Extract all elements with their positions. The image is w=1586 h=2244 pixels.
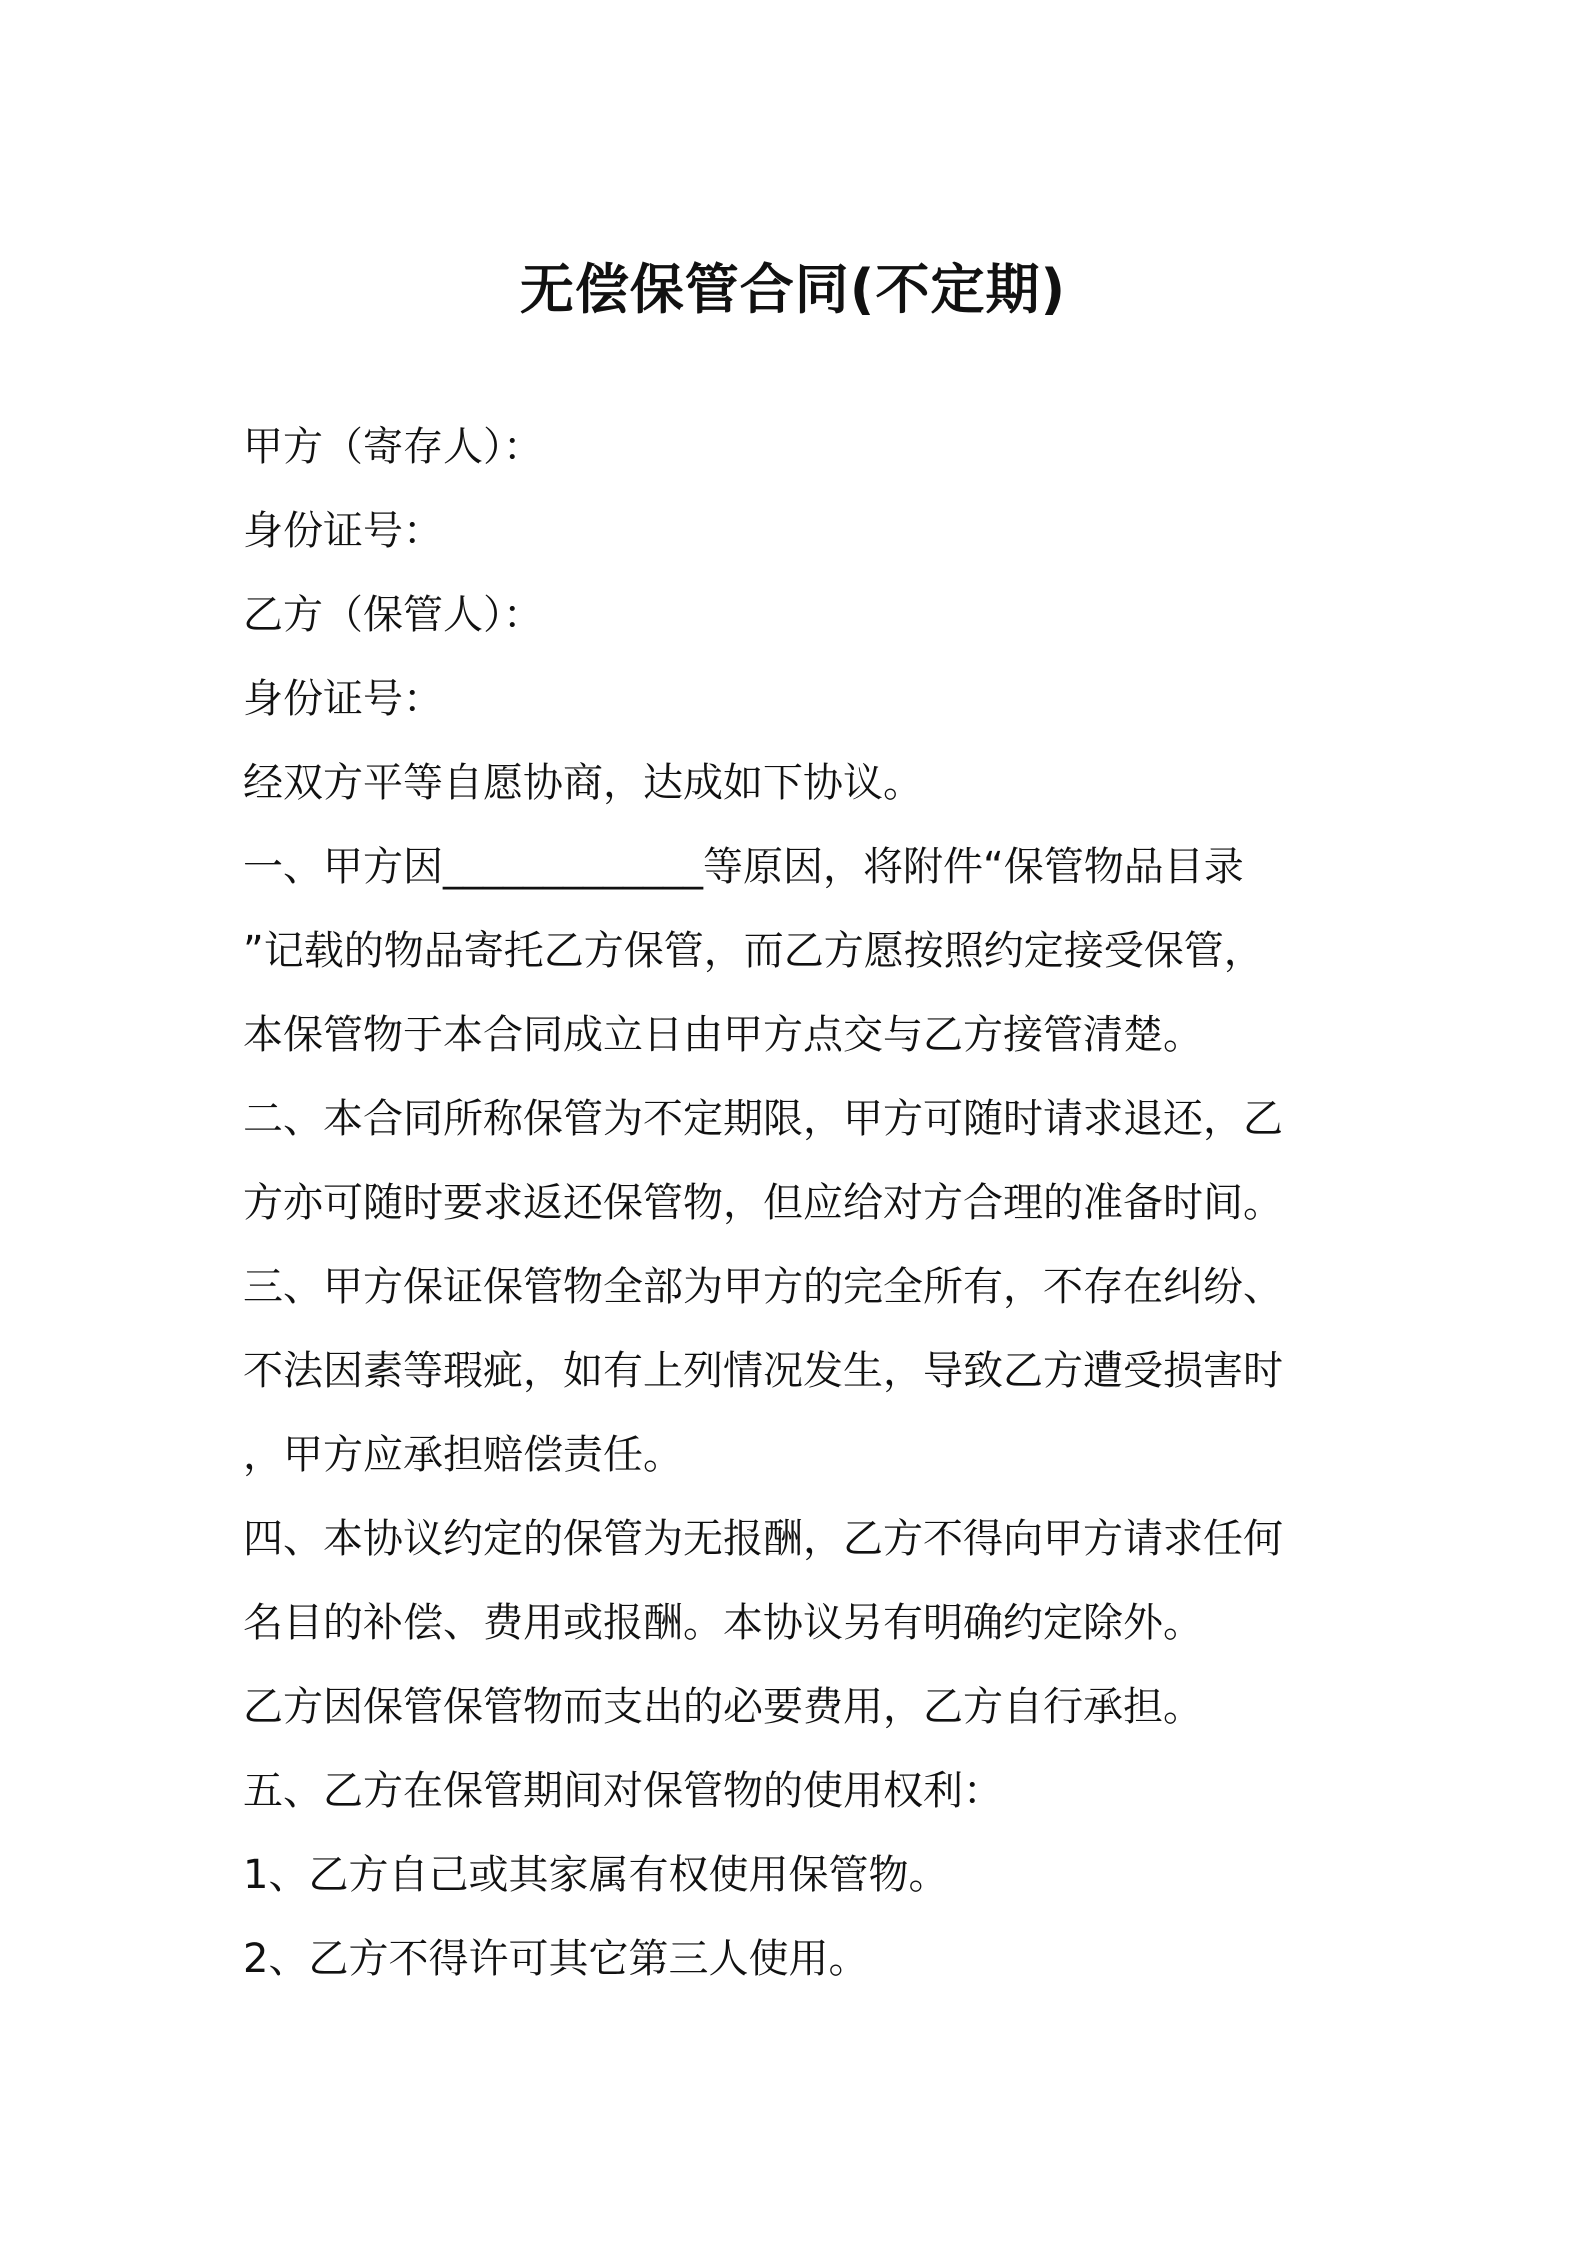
clause-5-item-1: 1、乙方自己或其家属有权使用保管物。 xyxy=(243,1852,949,1898)
clause-3-line-1: 三、甲方保证保管物全部为甲方的完全所有，不存在纠纷、 xyxy=(243,1264,1283,1310)
clause-1-line-2: ”记载的物品寄托乙方保管，而乙方愿按照约定接受保管， xyxy=(243,928,1264,974)
party-b-line: 乙方（保管人）： xyxy=(243,592,543,638)
clause-3-line-2: 不法因素等瑕疵，如有上列情况发生，导致乙方遭受损害时 xyxy=(243,1348,1283,1394)
clause-5-line-1: 五、乙方在保管期间对保管物的使用权利： xyxy=(243,1768,1003,1814)
clause-3-line-3: ，甲方应承担赔偿责任。 xyxy=(243,1432,683,1478)
clause-1-line-3: 本保管物于本合同成立日由甲方点交与乙方接管清楚。 xyxy=(243,1012,1203,1058)
clause-2-line-1: 二、本合同所称保管为不定期限，甲方可随时请求退还，乙 xyxy=(243,1096,1283,1142)
party-a-line: 甲方（寄存人）： xyxy=(243,424,543,470)
clause-5-item-2: 2、乙方不得许可其它第三人使用。 xyxy=(243,1936,869,1982)
party-b-id-line: 身份证号： xyxy=(243,676,443,722)
party-a-id-line: 身份证号： xyxy=(243,508,443,554)
clause-4-line-1: 四、本协议约定的保管为无报酬，乙方不得向甲方请求任何 xyxy=(243,1516,1283,1562)
clause-1-line-1: 一、甲方因_____________等原因，将附件“保管物品目录 xyxy=(243,844,1244,890)
clause-4-line-2: 名目的补偿、费用或报酬。本协议另有明确约定除外。 xyxy=(243,1600,1203,1646)
document-title: 无偿保管合同(不定期) xyxy=(519,258,1067,321)
document-body xyxy=(243,405,1353,2001)
clause-2-line-2: 方亦可随时要求返还保管物，但应给对方合理的准备时间。 xyxy=(243,1180,1283,1226)
agreement-intro: 经双方平等自愿协商，达成如下协议。 xyxy=(243,760,923,806)
clause-4-line-3: 乙方因保管保管物而支出的必要费用，乙方自行承担。 xyxy=(243,1684,1203,1730)
